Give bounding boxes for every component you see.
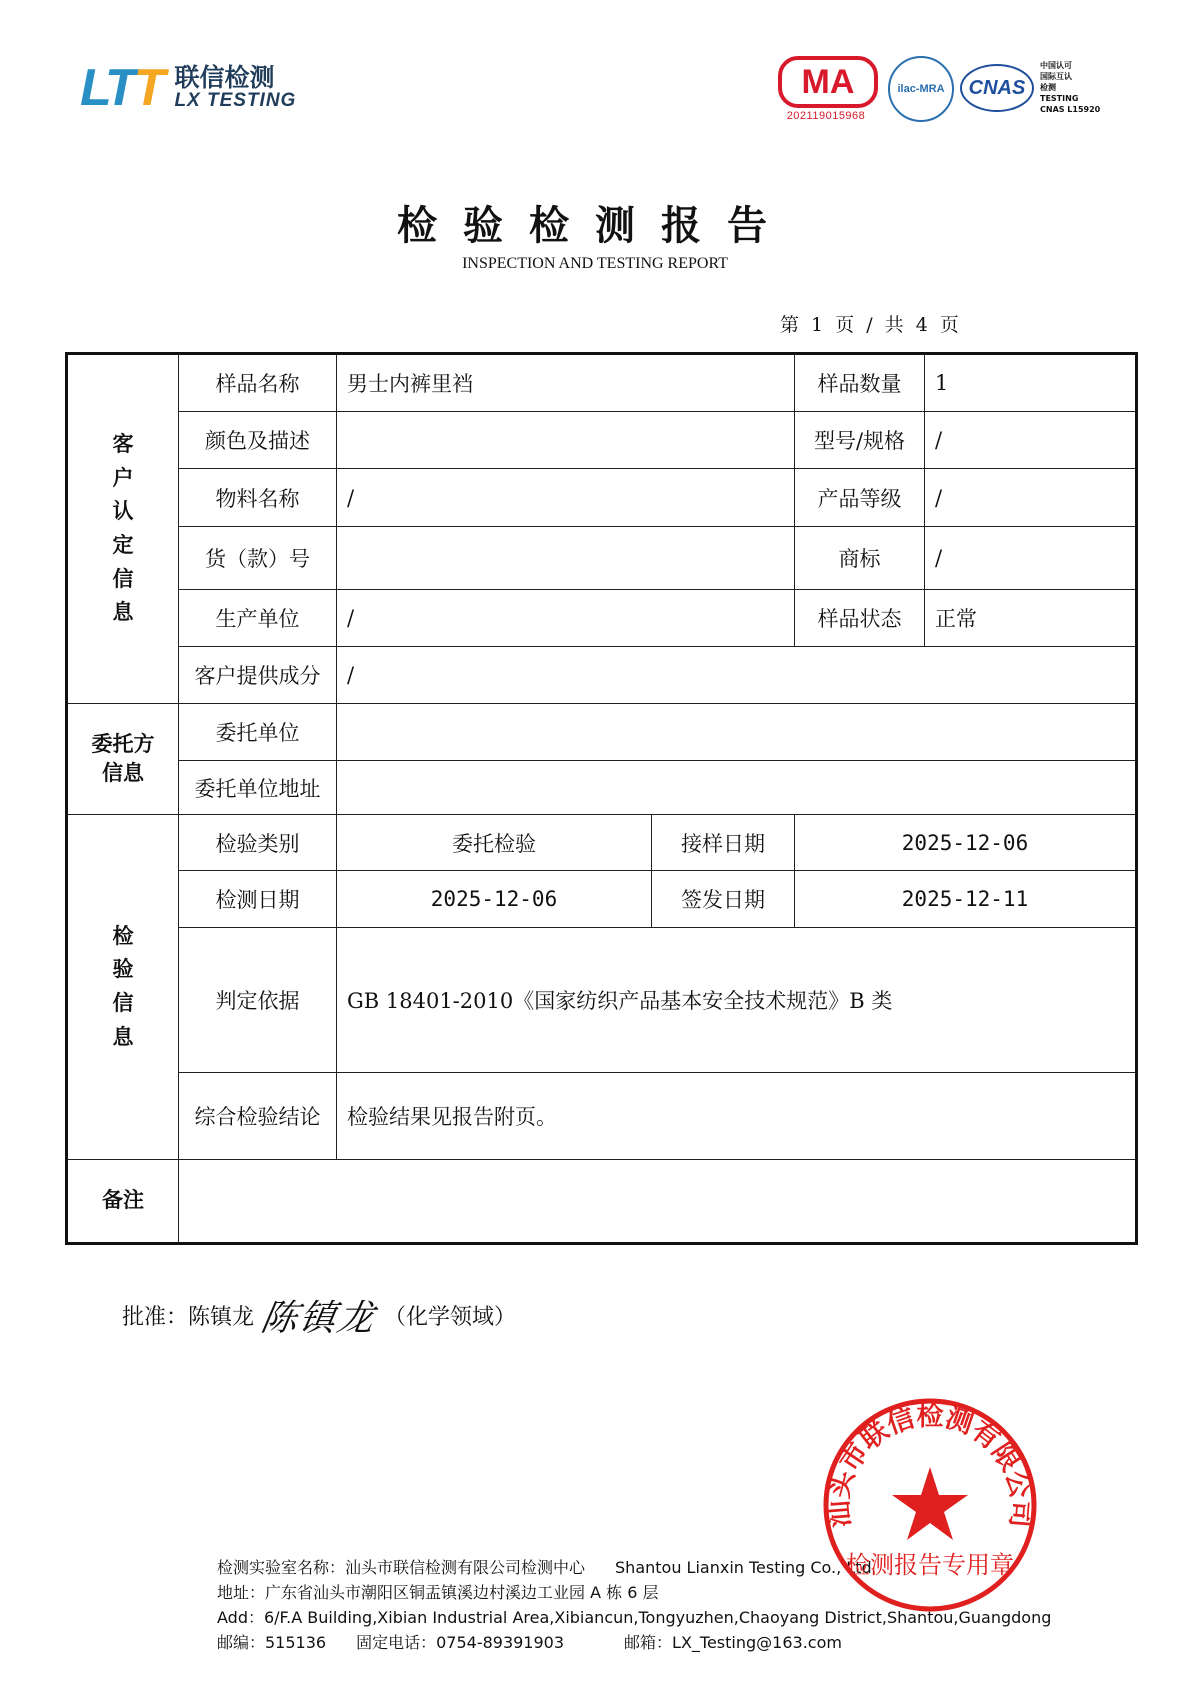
label-status: 样品状态 <box>795 590 925 647</box>
table-row <box>67 1073 1137 1160</box>
footer-address-en: Add：6/F.A Building,Xibian Industrial Area,Xibiancun,Tongyuzhen,Chaoyang District,Shantou,Guangdong <box>217 1608 1052 1627</box>
label-model: 型号/规格 <box>795 412 925 469</box>
value-conclusion: 检验结果见报告附页。 <box>337 1073 1137 1160</box>
report-title: 检验检测报告 <box>397 202 793 249</box>
value-color <box>337 412 795 469</box>
page-number: 第 1 页 / 共 4 页 <box>780 314 962 336</box>
value-brand: / <box>925 527 1137 590</box>
table-row <box>67 412 1137 469</box>
footer-lab-name: 检测实验室名称：汕头市联信检测有限公司检测中心 <box>217 1558 586 1577</box>
label-inspection-type: 检验类别 <box>179 815 337 871</box>
value-material: / <box>337 469 795 527</box>
value-receive-date: 2025-12-06 <box>795 815 1137 871</box>
label-color: 颜色及描述 <box>179 412 337 469</box>
section-inspection: 检验信息 <box>67 815 179 1160</box>
approval-prefix: 批准：陈镇龙 <box>122 1305 255 1330</box>
cnas-mark: CNAS <box>960 64 1034 112</box>
footer-email: 邮箱：LX_Testing@163.com <box>624 1633 842 1652</box>
label-issue-date: 签发日期 <box>652 871 795 928</box>
value-client-address <box>337 761 1137 815</box>
table-row <box>67 1160 1137 1244</box>
stamp-star-icon <box>892 1467 968 1540</box>
table-row <box>67 704 1137 761</box>
footer-address-cn: 地址：广东省汕头市潮阳区铜盂镇溪边村溪边工业园 A 栋 6 层 <box>217 1583 659 1602</box>
value-judgement-basis: GB 18401-2010《国家纺织产品基本安全技术规范》B 类 <box>337 928 1137 1073</box>
value-producer: / <box>337 590 795 647</box>
value-test-date: 2025-12-06 <box>337 871 652 928</box>
stamp-bottom-text: 检测报告专用章 <box>846 1551 1014 1579</box>
label-conclusion: 综合检验结论 <box>179 1073 337 1160</box>
footer-phone: 固定电话：0754-89391903 <box>356 1633 565 1652</box>
value-remarks <box>179 1160 1137 1244</box>
ma-number: 202119015968 <box>786 110 866 122</box>
value-composition: / <box>337 647 1137 704</box>
table-row <box>67 761 1137 815</box>
footer-lab-name-en: Shantou Lianxin Testing Co., Ltd <box>615 1558 872 1577</box>
company-logo <box>80 59 297 117</box>
table-row <box>67 469 1137 527</box>
value-status: 正常 <box>925 590 1137 647</box>
logo-mark: LTT <box>80 59 163 117</box>
ilac-mra-mark: ilac-MRA <box>888 56 954 122</box>
table-row <box>67 871 1137 928</box>
value-issue-date: 2025-12-11 <box>795 871 1137 928</box>
table-row <box>67 647 1137 704</box>
table-row <box>67 354 1137 412</box>
value-inspection-type: 委托检验 <box>337 815 652 871</box>
logo-cn: 联信检测 <box>174 62 275 92</box>
label-judgement-basis: 判定依据 <box>179 928 337 1073</box>
label-brand: 商标 <box>795 527 925 590</box>
approval-line <box>122 1290 516 1341</box>
section-client: 委托方 信息 <box>67 704 179 815</box>
cnas-caption: 中国认可 国际互认 检测 TESTING CNAS L15920 <box>1040 61 1101 114</box>
official-stamp <box>820 1395 1040 1615</box>
table-row <box>67 527 1137 590</box>
table-row <box>67 590 1137 647</box>
section-remarks: 备注 <box>67 1160 179 1244</box>
approval-suffix: （化学领域） <box>384 1305 517 1330</box>
report-subtitle: INSPECTION AND TESTING REPORT <box>462 255 728 272</box>
label-composition: 客户提供成分 <box>179 647 337 704</box>
label-client-address: 委托单位地址 <box>179 761 337 815</box>
value-model: / <box>925 412 1137 469</box>
value-item-no <box>337 527 795 590</box>
label-client-unit: 委托单位 <box>179 704 337 761</box>
table-row <box>67 928 1137 1073</box>
label-sample-qty: 样品数量 <box>795 354 925 412</box>
handwritten-signature: 陈镇龙 <box>257 1298 380 1339</box>
label-grade: 产品等级 <box>795 469 925 527</box>
label-producer: 生产单位 <box>179 590 337 647</box>
label-receive-date: 接样日期 <box>652 815 795 871</box>
label-material: 物料名称 <box>179 469 337 527</box>
value-sample-name: 男士内裤里裆 <box>337 354 795 412</box>
value-grade: / <box>925 469 1137 527</box>
ma-certification-mark: MA 202119015968 <box>778 56 874 122</box>
table-row <box>67 815 1137 871</box>
value-client-unit <box>337 704 1137 761</box>
footer-postcode: 邮编：515136 <box>217 1633 327 1652</box>
label-sample-name: 样品名称 <box>179 354 337 412</box>
label-item-no: 货（款）号 <box>179 527 337 590</box>
report-table <box>65 352 1138 1245</box>
value-sample-qty: 1 <box>925 354 1137 412</box>
stamp-ring-text: 汕头市联信检测有限公司 <box>823 1401 1037 1529</box>
label-test-date: 检测日期 <box>179 871 337 928</box>
section-customer: 客户认定信息 <box>67 354 179 704</box>
logo-en: LX TESTING <box>174 90 297 112</box>
